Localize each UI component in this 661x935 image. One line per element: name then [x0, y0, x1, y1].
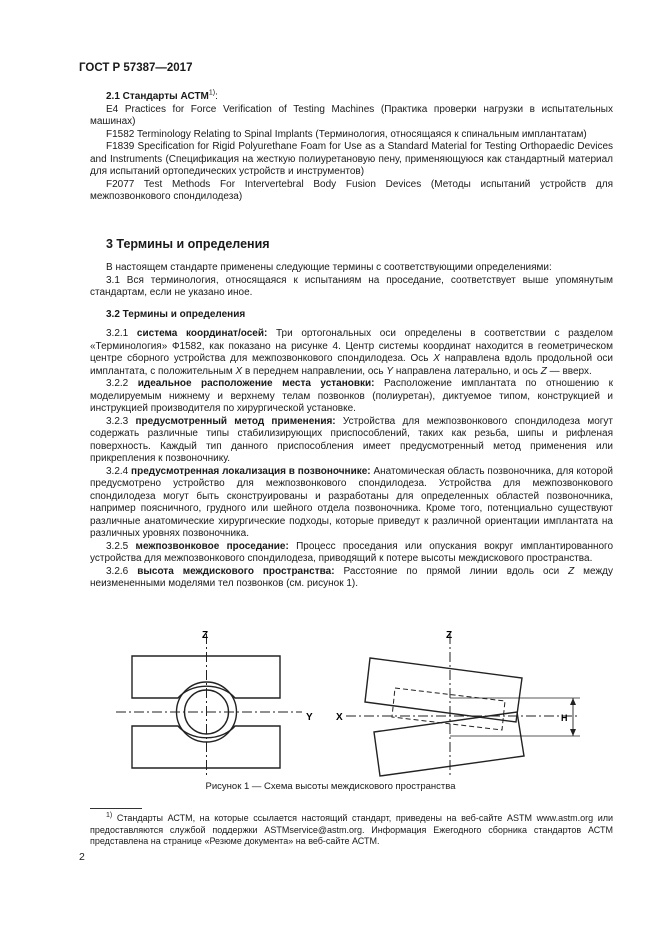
- page-number: 2: [79, 851, 85, 863]
- tilted-lower-model: [374, 712, 524, 776]
- left-diagram: [116, 634, 302, 776]
- section-3-body: [90, 262, 613, 300]
- term-3-2-1: 3.2.1 система координат/осей: Три ортогональных оси определены в соответствии с разделом «Терминология» Ф1582, как показано на рисунке 4. Центр системы координат находится в геометрическом центре сборного устройства для межпозвонкового спондилодеза. Ось X направлена вдоль продольной оси имплантата, с положительным X в переднем направлении, ось Y направлена латерально, и ось Z — вверх.: [90, 328, 613, 377]
- footnote-separator: [90, 808, 142, 809]
- section-3-2-heading: 3.2 Термины и определения: [106, 309, 246, 320]
- footnote-ref: 1): [208, 89, 216, 97]
- left-z-label: Z: [202, 630, 209, 641]
- h-arrow-bottom: [570, 729, 576, 736]
- right-x-label: X: [336, 712, 343, 723]
- term-3-2-4: 3.2.4 предусмотренная локализация в позвоночнике: Анатомическая область позвоночника, для которой предусмотрено устройство для межпозвонкового спондилодеза. Устройства для межпозвонкового спондилодеза могут быть сконструированы и разработаны для определенных областей позвоночника, например поясничного, грудного или шейного отдела позвоночника. Кроме того, потенциально существуют различные анатомические хирургические подходы, которые приведут к различной ориентации имплантата на различных уровнях позвоночника.: [90, 465, 613, 539]
- right-diagram: [346, 634, 580, 776]
- left-y-label: Y: [306, 712, 313, 723]
- term-3-2-6: 3.2.6 высота междискового пространства: Расстояние по прямой линии вдоль оси Z между неизмененными моделями тел позвонков (см. рисунок 1).: [90, 565, 614, 589]
- section-3-2: [90, 309, 613, 322]
- implant-outline: [392, 688, 505, 730]
- standard-header: ГОСТ Р 57387—2017: [79, 62, 193, 74]
- footnote-mark: 1): [106, 812, 113, 819]
- section-2-1-heading: 2.1 Стандарты АСТМ$^{1)}$:: [106, 89, 218, 102]
- footnote: $^{1)}$ Стандарты АСТМ, на которые ссылается настоящий стандарт, приведены на веб-сайте ASTM www.astm.org или предоставляются службой поддержки ASTMservice@astm.org. Информация Ежегодного сборника стандартов АСТМ представлена на странице «Резюме документа» на веб-сайте АСТМ.: [90, 812, 613, 846]
- section-3-intro: В настоящем стандарте применены следующие термины с соответствующими определениями:: [106, 262, 552, 273]
- tilted-upper-model: [365, 658, 522, 722]
- term-3-2-3: 3.2.3 предусмотренный метод применения: Устройства для межпозвонкового спондилодеза могут содержать различные типы стабилизирующих приспособлений, таких как резьба, шипы и рифленая поверхность. Каждый тип данного приспособления имеет предусмотренный метод применения или прикрепления к позвоночнику.: [90, 415, 614, 464]
- section-2-1: [90, 91, 613, 204]
- section-3: [90, 238, 613, 251]
- h-arrow-top: [570, 698, 576, 705]
- term-3-2-5: 3.2.5 межпозвонковое проседание: Процесс проседания или опускания вокруг имплантированного устройства для межпозвонкового спондилодеза, приводящий к потере высоты междискового пространства.: [90, 540, 614, 564]
- section-3-heading: 3 Термины и определения: [106, 237, 270, 251]
- figure-caption: Рисунок 1 — Схема высоты междискового пространства: [205, 781, 456, 792]
- right-z-label: Z: [446, 630, 453, 641]
- figure-1-diagram: [110, 628, 620, 778]
- astm-item-f2077: F2077 Test Methods For Intervertebral Body Fusion Devices (Методы испытаний устройств для межпозвонкового спондилодеза): [90, 178, 613, 202]
- para-3-1: 3.1 Вся терминология, относящаяся к испытаниям на проседание, соответствует выше упомянутым стандартам, если не указано иное.: [90, 274, 613, 298]
- astm-item-e4: E4 Practices for Force Verification of Testing Machines (Практика проверки нагрузки в испытательных машинах): [90, 103, 613, 127]
- term-3-2-2: 3.2.2 идеальное расположение места установки: Расположение имплантата по отношению к моделируемым нижнему и верхнему телам позвонков (полиуретан), диктуемое типом, конструкцией и инструкцией производителя по хирургической установке.: [90, 378, 613, 414]
- astm-item-f1839: F1839 Specification for Rigid Polyurethane Foam for Use as a Standard Material for Testing Orthopaedic Devices and Instruments (Спецификация на жесткую полиуретановую пену, применяющуюся как стандартный материал для испытаний ортопедических устройств и инструментов): [90, 141, 613, 177]
- terms-list: [90, 328, 613, 591]
- astm-item-f1582: F1582 Terminology Relating to Spinal Implants (Терминология, относящаяся к спинальным имплантатам): [106, 128, 587, 140]
- h-label: H: [561, 713, 568, 723]
